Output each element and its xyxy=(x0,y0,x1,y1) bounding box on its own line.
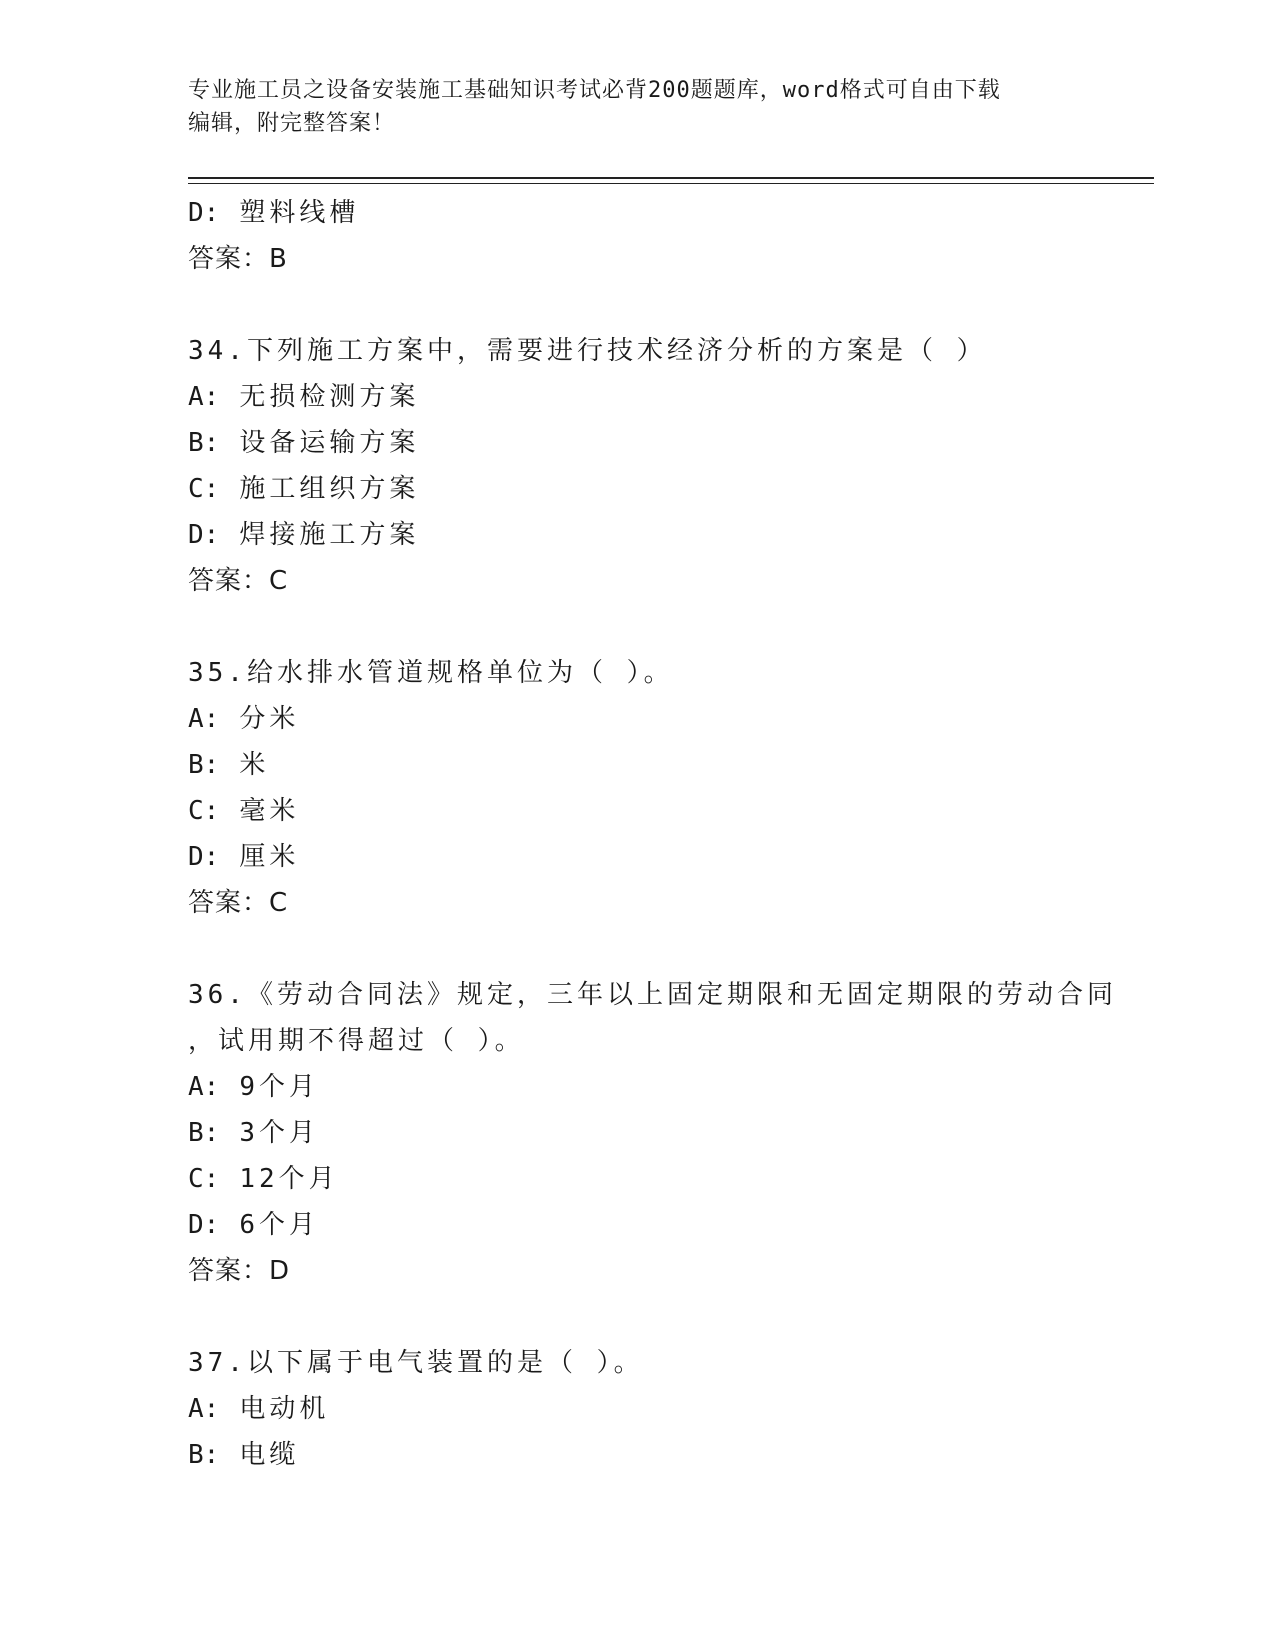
question-stem-36-line2: ，试用期不得超过（ ）。 xyxy=(188,1026,525,1056)
option-a: A: 电动机 xyxy=(188,1394,330,1424)
answer-line: 答案：C xyxy=(188,566,289,596)
question-content xyxy=(188,190,1117,1478)
option-d: D: 塑料线槽 xyxy=(188,198,360,228)
answer-line: 答案：C xyxy=(188,888,289,918)
answer-line: 答案：B xyxy=(188,244,288,274)
option-c: C: 毫米 xyxy=(188,796,300,826)
header-divider-thin xyxy=(188,183,1154,184)
option-d: D: 厘米 xyxy=(188,842,300,872)
header-title-line2: 编辑，附完整答案！ xyxy=(188,111,396,136)
document-header xyxy=(188,74,1088,140)
question-stem-37: 37.以下属于电气装置的是（ ）。 xyxy=(188,1348,644,1378)
option-d: D: 6个月 xyxy=(188,1210,319,1240)
header-divider-thick xyxy=(188,177,1154,179)
question-stem-35: 35.给水排水管道规格单位为（ ）。 xyxy=(188,658,674,688)
question-stem-34: 34.下列施工方案中，需要进行技术经济分析的方案是（ ） xyxy=(188,336,987,366)
option-c: C: 12个月 xyxy=(188,1164,339,1194)
question-stem-36-line1: 36.《劳动合同法》规定，三年以上固定期限和无固定期限的劳动合同 xyxy=(188,980,1117,1010)
header-title-line1: 专业施工员之设备安装施工基础知识考试必背200题题库，word格式可自由下载 xyxy=(188,78,1001,103)
option-b: B: 3个月 xyxy=(188,1118,319,1148)
option-b: B: 米 xyxy=(188,750,270,780)
option-d: D: 焊接施工方案 xyxy=(188,520,420,550)
option-b: B: 设备运输方案 xyxy=(188,428,420,458)
option-a: A: 无损检测方案 xyxy=(188,382,420,412)
option-b: B: 电缆 xyxy=(188,1440,300,1470)
option-a: A: 9个月 xyxy=(188,1072,319,1102)
option-c: C: 施工组织方案 xyxy=(188,474,420,504)
option-a: A: 分米 xyxy=(188,704,300,734)
answer-line: 答案：D xyxy=(188,1256,291,1286)
